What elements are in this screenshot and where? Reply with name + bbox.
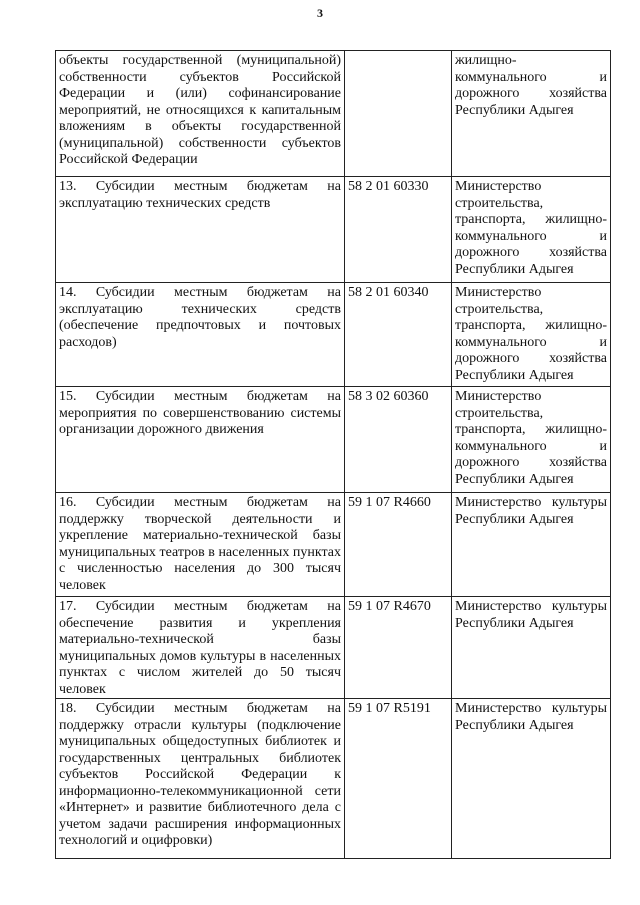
table-row bbox=[56, 597, 611, 699]
budget-code-cell: 59 1 07 R5191 bbox=[345, 699, 452, 859]
table-row bbox=[56, 177, 611, 283]
table-row bbox=[56, 493, 611, 597]
table-row bbox=[56, 387, 611, 493]
table-row bbox=[56, 283, 611, 387]
subsidy-name-cell: 15. Субсидии местным бюджетам на мероприятия по совершенствованию системы организации дорожного движения bbox=[56, 387, 345, 493]
page-number: 3 bbox=[317, 6, 323, 20]
budget-code-cell: 58 3 02 60360 bbox=[345, 387, 452, 493]
budget-code-cell: 59 1 07 R4660 bbox=[345, 493, 452, 597]
budget-code-cell bbox=[345, 51, 452, 177]
subsidy-name-cell: 18. Субсидии местным бюджетам на поддержку отрасли культуры (подключение муниципальных общедоступных библиотек и государственных центральных библиотек субъектов Российской Федерации к информационно-телекоммуникационной сети «Интернет» и развитие библиотечного дела с учетом задачи расширения информационных технологий и оцифровки) bbox=[56, 699, 345, 859]
subsidy-name-cell: 16. Субсидии местным бюджетам на поддержку творческой деятельности и укрепление материально-технической базы муниципальных театров в населенных пунктах с численностью населения до 300 тысяч человек bbox=[56, 493, 345, 597]
table-row bbox=[56, 699, 611, 859]
subsidy-name-cell: 17. Субсидии местным бюджетам на обеспечение развития и укрепления материально-технической базы муниципальных домов культуры в населенных пунктах с числом жителей до 50 тысяч человек bbox=[56, 597, 345, 699]
subsidy-name-cell: объекты государственной (муниципальной) собственности субъектов Российской Федерации и (или) софинансирование мероприятий, не относящихся к капитальным вложениям в объекты государственной (муниципальной) собственности субъектов Российской Федерации bbox=[56, 51, 345, 177]
ministry-cell: жилищно-коммунального и дорожного хозяйства Республики Адыгея bbox=[452, 51, 611, 177]
ministry-cell: Министерство строительства, транспорта, жилищно-коммунального и дорожного хозяйства Республики Адыгея bbox=[452, 283, 611, 387]
budget-code-cell: 59 1 07 R4670 bbox=[345, 597, 452, 699]
table-row bbox=[56, 51, 611, 177]
budget-code-cell: 58 2 01 60330 bbox=[345, 177, 452, 283]
ministry-cell: Министерство строительства, транспорта, жилищно-коммунального и дорожного хозяйства Республики Адыгея bbox=[452, 177, 611, 283]
subsidy-name-cell: 13. Субсидии местным бюджетам на эксплуатацию технических средств bbox=[56, 177, 345, 283]
ministry-cell: Министерство строительства, транспорта, жилищно-коммунального и дорожного хозяйства Республики Адыгея bbox=[452, 387, 611, 493]
budget-code-cell: 58 2 01 60340 bbox=[345, 283, 452, 387]
ministry-cell: Министерство культуры Республики Адыгея bbox=[452, 493, 611, 597]
ministry-cell: Министерство культуры Республики Адыгея bbox=[452, 699, 611, 859]
ministry-cell: Министерство культуры Республики Адыгея bbox=[452, 597, 611, 699]
subsidy-name-cell: 14. Субсидии местным бюджетам на эксплуатацию технических средств (обеспечение предпочтовых и почтовых расходов) bbox=[56, 283, 345, 387]
subsidies-table bbox=[55, 50, 611, 859]
